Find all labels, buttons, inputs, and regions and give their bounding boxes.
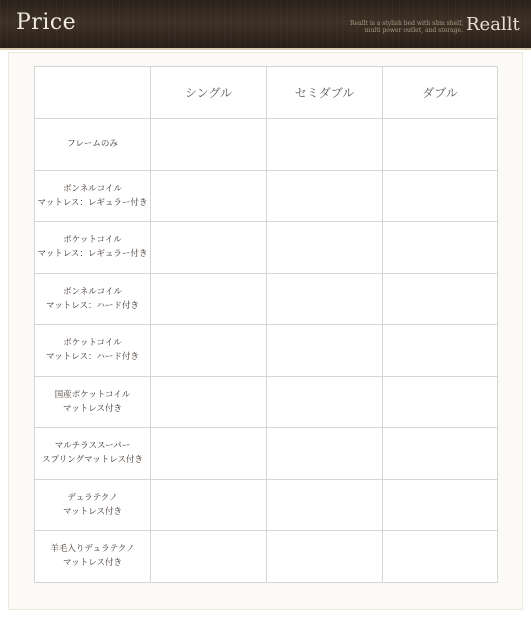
table-row bbox=[35, 479, 498, 531]
price-cell bbox=[151, 170, 267, 222]
price-cell bbox=[151, 376, 267, 428]
row-label-line1: 国産ポケットコイル bbox=[54, 389, 131, 400]
row-label bbox=[35, 170, 151, 222]
row-label-line1: マルチラススーパー bbox=[54, 441, 131, 452]
price-cell bbox=[267, 119, 383, 171]
price-cell bbox=[151, 222, 267, 274]
price-cell bbox=[151, 479, 267, 531]
row-label bbox=[35, 119, 151, 171]
column-header-semi-double: セミダブル bbox=[267, 67, 383, 119]
brand-tagline bbox=[345, 20, 463, 34]
price-cell bbox=[383, 428, 498, 480]
table-header-row bbox=[35, 67, 498, 119]
price-cell bbox=[151, 531, 267, 583]
price-cell bbox=[151, 325, 267, 377]
row-label bbox=[35, 325, 151, 377]
row-label bbox=[35, 376, 151, 428]
price-cell bbox=[383, 479, 498, 531]
row-label bbox=[35, 222, 151, 274]
price-cell bbox=[383, 531, 498, 583]
row-label-line1: ポケットコイル bbox=[63, 235, 122, 246]
page-title: Price bbox=[16, 10, 77, 35]
row-label-line2: マットレス：ハード付き bbox=[46, 300, 139, 311]
brand-logo: Reallt bbox=[466, 14, 520, 35]
column-header-single: シングル bbox=[151, 67, 267, 119]
row-label bbox=[35, 479, 151, 531]
brand-tagline-line1: Reallt is a stylish bed with slim shelf, bbox=[350, 20, 463, 27]
row-label bbox=[35, 428, 151, 480]
brand-tagline-line2: multi power outlet, and storage. bbox=[364, 27, 463, 34]
price-cell bbox=[267, 222, 383, 274]
price-cell bbox=[383, 170, 498, 222]
table-row bbox=[35, 531, 498, 583]
row-label-line1: デュラテクノ bbox=[67, 492, 118, 503]
price-cell bbox=[383, 325, 498, 377]
corner-cell bbox=[35, 67, 151, 119]
row-label-line2: マットレス付き bbox=[63, 506, 122, 517]
price-cell bbox=[267, 273, 383, 325]
table-row bbox=[35, 325, 498, 377]
price-cell bbox=[267, 531, 383, 583]
row-label-line1: ボンネルコイル bbox=[63, 183, 122, 194]
price-cell bbox=[151, 428, 267, 480]
table-row bbox=[35, 170, 498, 222]
price-cell bbox=[151, 119, 267, 171]
price-cell bbox=[267, 479, 383, 531]
price-cell bbox=[383, 119, 498, 171]
table-row bbox=[35, 376, 498, 428]
price-cell bbox=[383, 376, 498, 428]
row-label bbox=[35, 273, 151, 325]
row-label-line1: 羊毛入りデュラテクノ bbox=[50, 544, 135, 555]
price-cell bbox=[267, 428, 383, 480]
row-label-line2: マットレス付き bbox=[63, 558, 122, 569]
price-cell bbox=[151, 273, 267, 325]
price-cell bbox=[267, 376, 383, 428]
row-label-line1: ポケットコイル bbox=[63, 338, 122, 349]
table-row bbox=[35, 119, 498, 171]
row-label-line2: マットレス：レギュラー付き bbox=[37, 197, 148, 208]
table-row bbox=[35, 273, 498, 325]
table-row bbox=[35, 222, 498, 274]
row-label-line1: フレームのみ bbox=[67, 139, 118, 150]
price-cell bbox=[383, 273, 498, 325]
row-label bbox=[35, 531, 151, 583]
header-banner bbox=[0, 0, 531, 50]
price-cell bbox=[267, 325, 383, 377]
table-row bbox=[35, 428, 498, 480]
price-cell bbox=[267, 170, 383, 222]
row-label-line2: マットレス付き bbox=[63, 403, 122, 414]
row-label-line2: マットレス：レギュラー付き bbox=[37, 249, 148, 260]
price-table bbox=[34, 66, 498, 583]
row-label-line2: マットレス：ハード付き bbox=[46, 352, 139, 363]
price-cell bbox=[383, 222, 498, 274]
row-label-line1: ボンネルコイル bbox=[63, 286, 122, 297]
row-label-line2: スプリングマットレス付き bbox=[42, 455, 143, 466]
column-header-double: ダブル bbox=[383, 67, 498, 119]
